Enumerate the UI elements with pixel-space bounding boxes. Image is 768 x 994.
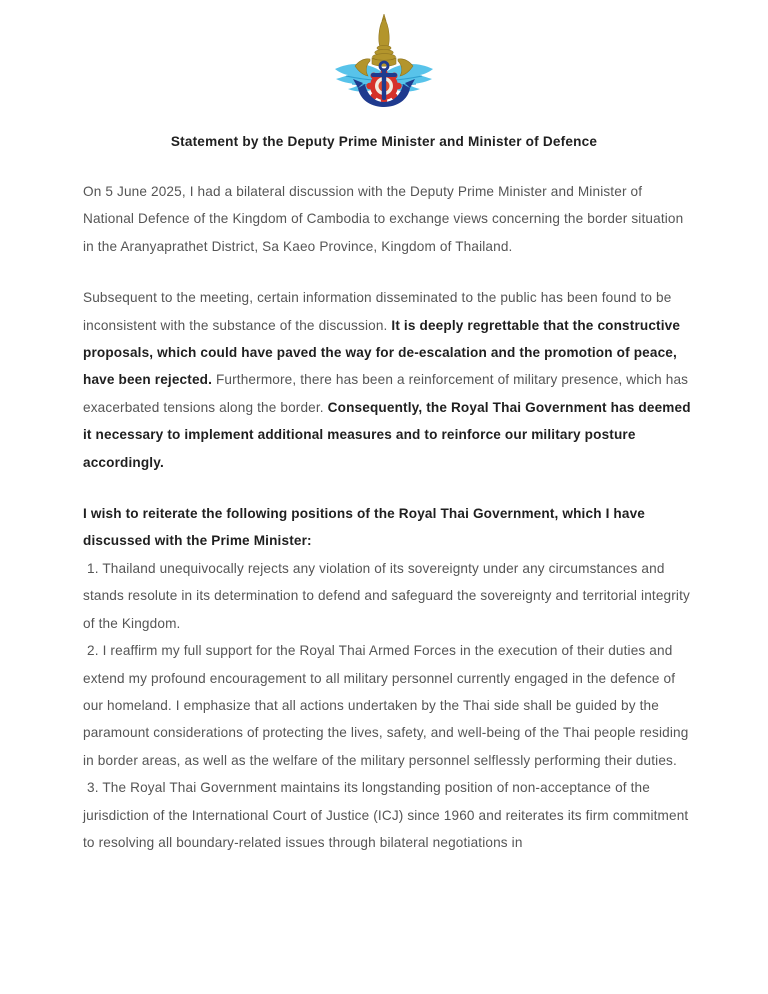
position-item-2 xyxy=(83,637,694,774)
item-text: Thailand unequivocally rejects any violation of its sovereignty under any circumstances and stands resolute in its determination to defend and safeguard the sovereignty and territorial integrity of the Kingdom. xyxy=(83,560,690,631)
run-bold-regrettable: It is deeply regrettable that the constructive proposals, which could have paved the way for de-escalation and the promotion of peace, have been rejected. xyxy=(83,317,681,388)
item-number: 3. xyxy=(87,780,99,796)
crown-icon xyxy=(355,14,413,76)
item-text: I reaffirm my full support for the Royal Thai Armed Forces in the execution of their duties and extend my profound encouragement to all military personnel currently engaged in the defence of our homeland. I emphasize that all actions undertaken by the Thai side shall be guided by the paramount considerations of protecting the lives, safety, and well-being of the Thai people residing in border areas, as well as the welfare of the military personnel selflessly performing their duties. xyxy=(83,643,689,768)
document-body xyxy=(83,178,694,856)
run-bold-measures: Consequently, the Royal Thai Government has deemed it necessary to implement additional measures and to reinforce our military posture accordingly. xyxy=(83,399,691,470)
run-regular: Furthermore, there has been a reinforcement of military presence, which has exacerbated tensions along the border. xyxy=(83,372,689,415)
ministry-emblem-icon xyxy=(332,14,436,114)
positions-heading: I wish to reiterate the following positions of the Royal Thai Government, which I have discussed with the Prime Minister: xyxy=(83,506,646,549)
item-number: 1. xyxy=(87,560,99,576)
positions-section xyxy=(83,500,694,856)
document-title: Statement by the Deputy Prime Minister and Minister of Defence xyxy=(170,134,598,149)
paragraph-intro-text: On 5 June 2025, I had a bilateral discussion with the Deputy Prime Minister and Minister of National Defence of the Kingdom of Cambodia to exchange views concerning the border situation in the Aranyaprathet District, Sa Kaeo Province, Kingdom of Thailand. xyxy=(83,184,684,254)
position-item-3 xyxy=(83,774,694,856)
ministry-of-defence-emblem xyxy=(332,14,436,114)
run-regular: Subsequent to the meeting, certain information disseminated to the public has been found to be inconsistent with the substance of the discussion. xyxy=(83,290,672,333)
item-number: 2. xyxy=(87,643,99,659)
item-text: The Royal Thai Government maintains its longstanding position of non-acceptance of the jurisdiction of the International Court of Justice (ICJ) since 1960 and reiterates its firm commitment to resolving all boundary-related issues through bilateral negotiations in xyxy=(83,780,689,850)
paragraph-meeting-followup xyxy=(83,284,694,476)
paragraph-intro xyxy=(83,178,694,260)
position-item-1 xyxy=(83,555,694,637)
